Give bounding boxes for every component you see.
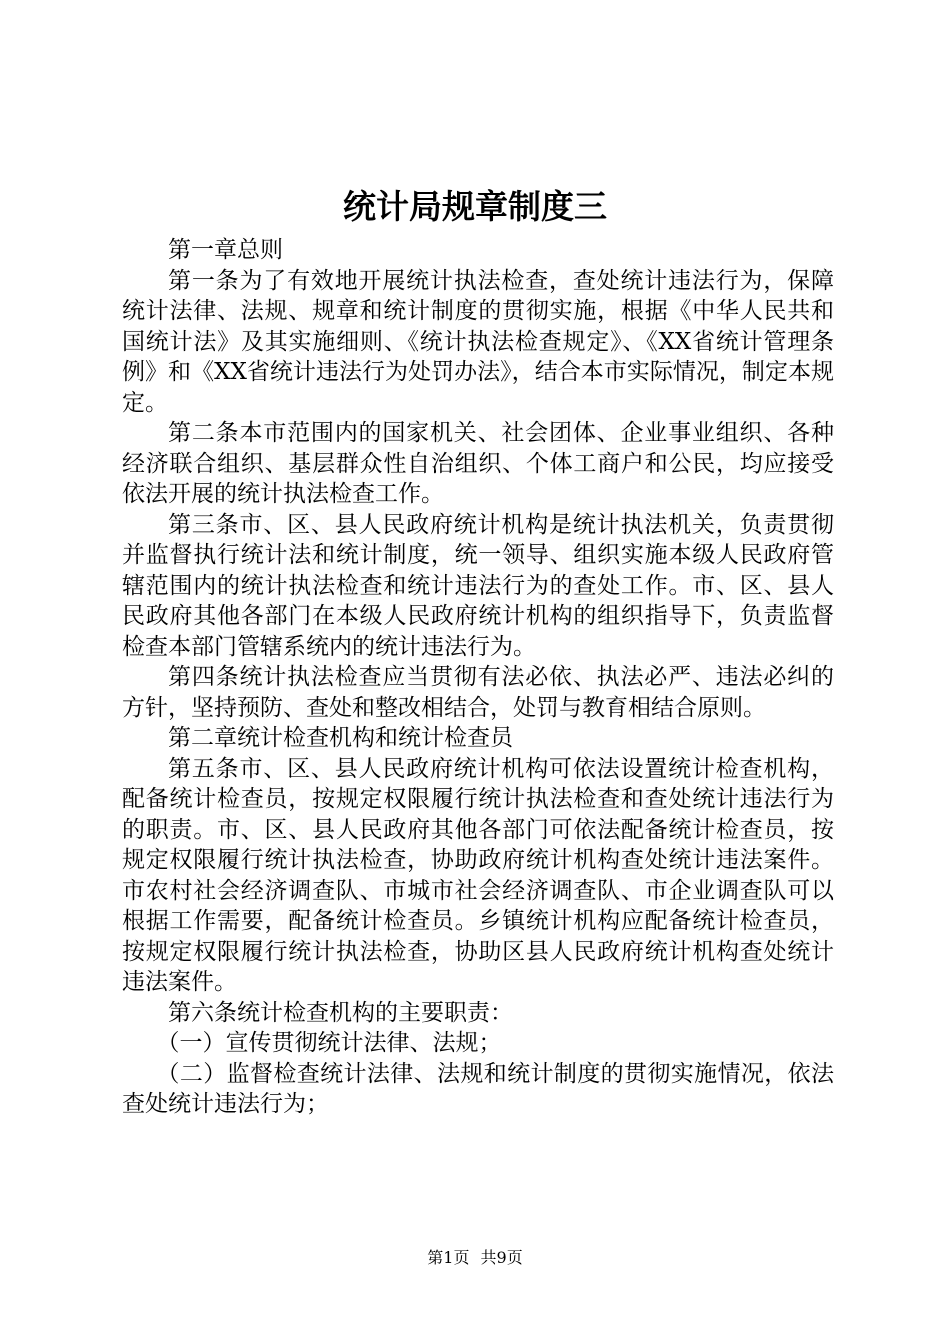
document-body [122,235,834,1120]
document-title: 统计局规章制度三 [343,187,607,226]
chapter-heading: 第一章总则 [168,237,283,263]
list-item: （二）监督检查统计法律、法规和统计制度的贯彻实施情况，依法查处统计违法行为； [122,1060,834,1117]
page-number: 第1页 [427,1248,470,1267]
article-paragraph: 第一条为了有效地开展统计执法检查，查处统计违法行为，保障统计法律、法规、规章和统计制度的贯彻实施，根据《中华人民共和国统计法》及其实施细则、《统计执法检查规定》、《XX省统计管理条例》和《XX省统计违法行为处罚办法》，结合本市实际情况，制定本规定。 [122,267,834,416]
article-paragraph: 第六条统计检查机构的主要职责： [168,999,513,1026]
chapter-heading: 第二章统计检查机构和统计检查员 [168,725,513,751]
article-paragraph: 第三条市、区、县人民政府统计机构是统计执法机关，负责贯彻并监督执行统计法和统计制度，统一领导、组织实施本级人民政府管辖范围内的统计执法检查和统计违法行为的查处工作。市、区、县人民政府其他各部门在本级人民政府统计机构的组织指导下，负责监督检查本部门管辖系统内的统计违法行为。 [122,511,834,660]
article-paragraph: 第四条统计执法检查应当贯彻有法必依、执法必严、违法必纠的方针，坚持预防、查处和整改相结合，处罚与教育相结合原则。 [122,664,834,721]
article-paragraph: 第五条市、区、县人民政府统计机构可依法设置统计检查机构，配备统计检查员，按规定权限履行统计执法检查和查处统计违法行为的职责。市、区、县人民政府其他各部门可依法配备统计检查员，按规定权限履行统计执法检查，协助政府统计机构查处统计违法案件。市农村社会经济调查队、市城市社会经济调查队、市企业调查队可以根据工作需要，配备统计检查员。乡镇统计机构应配备统计检查员，按规定权限履行统计执法检查，协助区县人民政府统计机构查处统计违法案件。 [122,755,834,995]
article-paragraph: 第二条本市范围内的国家机关、社会团体、企业事业组织、各种经济联合组织、基层群众性自治组织、个体工商户和公民，均应接受依法开展的统计执法检查工作。 [122,420,834,507]
list-item: （一）宣传贯彻统计法律、法规； [156,1030,502,1056]
page-footer [0,1245,950,1268]
page-total: 共9页 [480,1248,523,1267]
